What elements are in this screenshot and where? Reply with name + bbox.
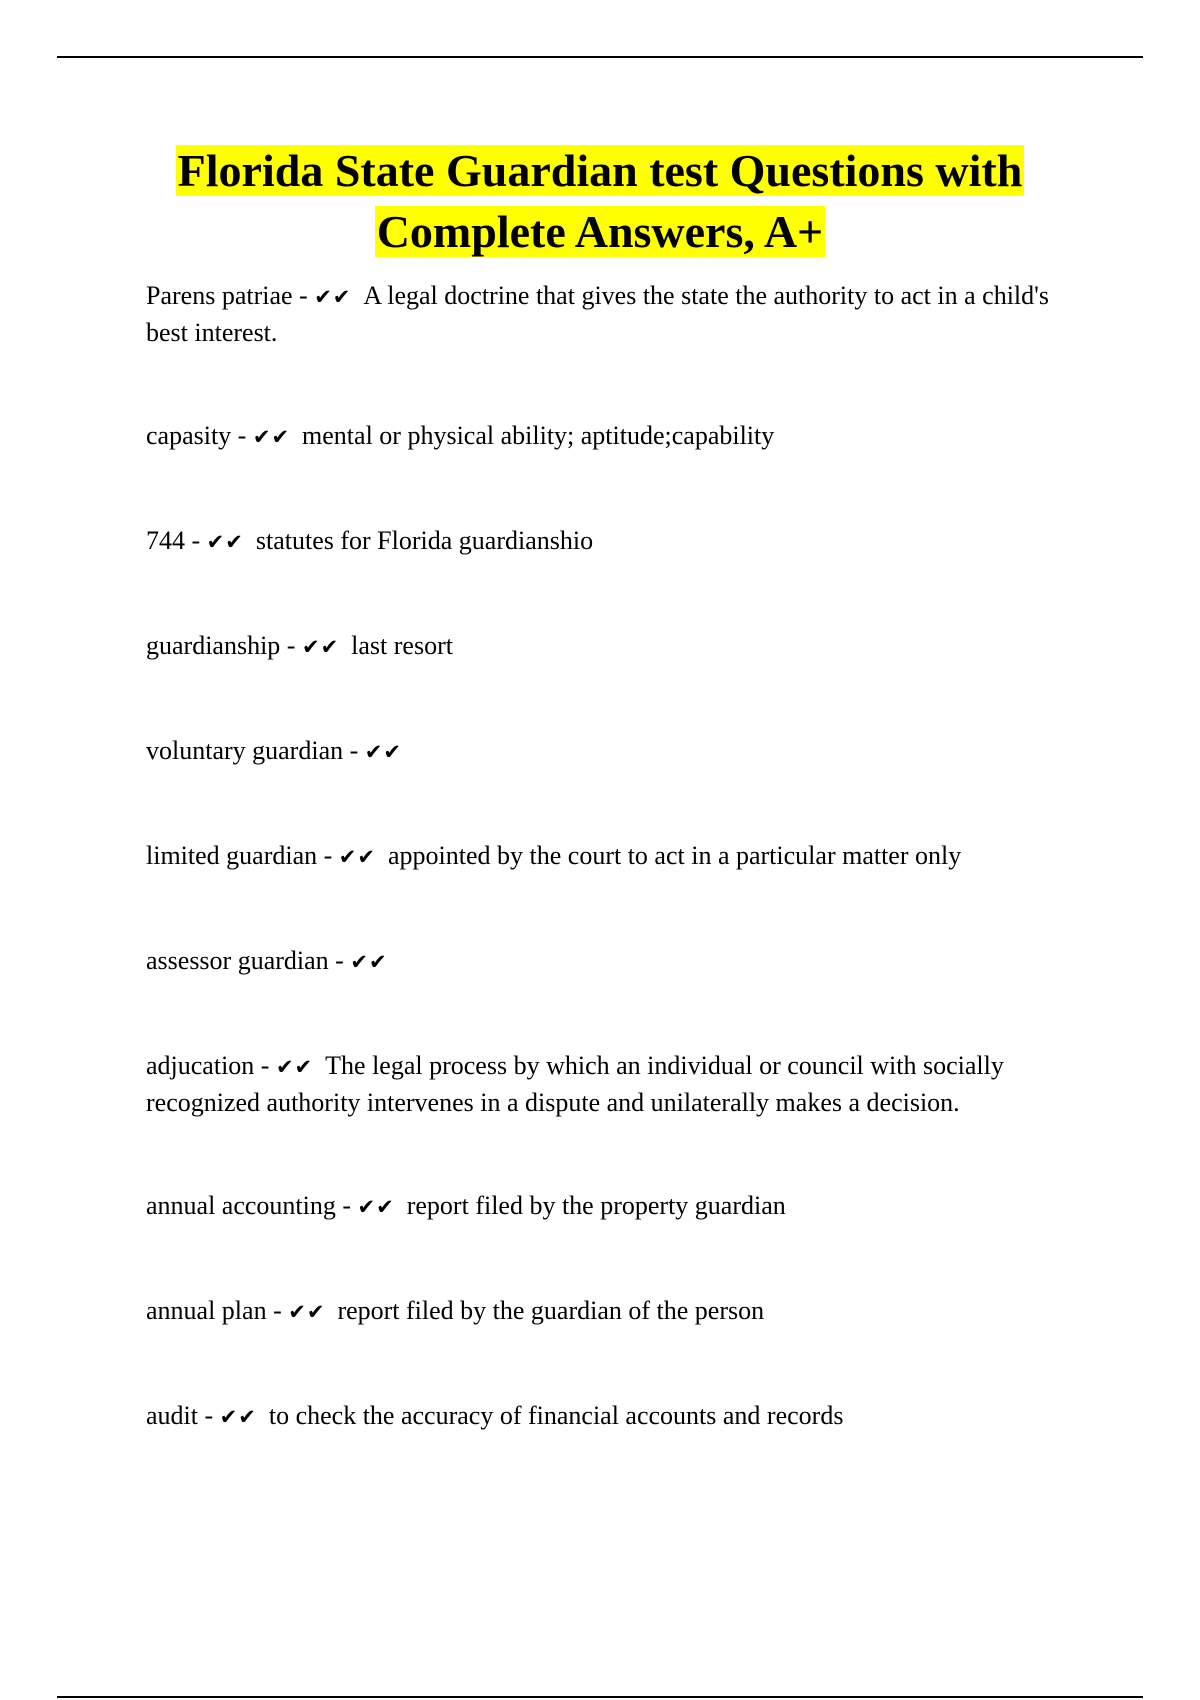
check-mark-icon: ✔✔ — [252, 425, 291, 449]
check-mark-icon: ✔✔ — [364, 740, 402, 764]
check-mark-icon: ✔✔ — [314, 285, 352, 309]
definition: mental or physical ability; aptitude;capability — [302, 421, 775, 450]
list-item — [146, 943, 1076, 980]
title-line-2: Complete Answers, A+ — [376, 206, 824, 257]
check-mark-icon: ✔✔ — [219, 1405, 257, 1429]
definition: last resort — [351, 631, 453, 660]
list-item — [146, 523, 1076, 560]
list-item — [146, 418, 1076, 455]
check-mark-icon: ✔✔ — [357, 1195, 395, 1219]
top-divider — [57, 56, 1143, 58]
term: 744 - — [146, 526, 207, 555]
term: annual plan - — [146, 1296, 289, 1325]
term: Parens patriae - — [146, 281, 315, 310]
document-title — [0, 140, 1200, 262]
check-mark-icon: ✔✔ — [338, 845, 376, 869]
definition: report filed by the property guardian — [406, 1191, 786, 1220]
term: annual accounting - — [146, 1191, 358, 1220]
definition: statutes for Florida guardianshio — [255, 526, 594, 555]
list-item — [146, 838, 1076, 875]
term: voluntary guardian - — [146, 736, 365, 765]
term: adjucation - — [146, 1051, 276, 1080]
list-item — [146, 628, 1076, 665]
definition: The legal process by which an individual or council with socially recognized authority intervenes in a dispute and unilaterally makes a decision. — [146, 1051, 1004, 1117]
list-item — [146, 1048, 1076, 1120]
list-item — [146, 733, 1076, 770]
bottom-divider — [57, 1696, 1143, 1698]
term: assessor guardian - — [146, 946, 351, 975]
check-mark-icon: ✔✔ — [350, 950, 388, 974]
definition: report filed by the guardian of the person — [337, 1296, 765, 1325]
check-mark-icon: ✔✔ — [288, 1300, 326, 1324]
term: audit - — [146, 1401, 220, 1430]
term: guardianship - — [146, 631, 302, 660]
definition: appointed by the court to act in a particular matter only — [387, 841, 962, 870]
list-item — [146, 1398, 1076, 1435]
definition: to check the accuracy of financial accounts and records — [268, 1401, 844, 1430]
definition: A legal doctrine that gives the state the authority to act in a child's best interest. — [146, 281, 1049, 347]
title-line-1: Florida State Guardian test Questions with — [177, 145, 1023, 196]
check-mark-icon: ✔✔ — [301, 635, 340, 659]
check-mark-icon: ✔✔ — [275, 1055, 314, 1079]
check-mark-icon: ✔✔ — [206, 530, 244, 554]
term: limited guardian - — [146, 841, 339, 870]
list-item — [146, 278, 1076, 350]
list-item — [146, 1188, 1076, 1225]
term: capasity - — [146, 421, 253, 450]
list-item — [146, 1293, 1076, 1330]
term-list — [146, 278, 1076, 1503]
